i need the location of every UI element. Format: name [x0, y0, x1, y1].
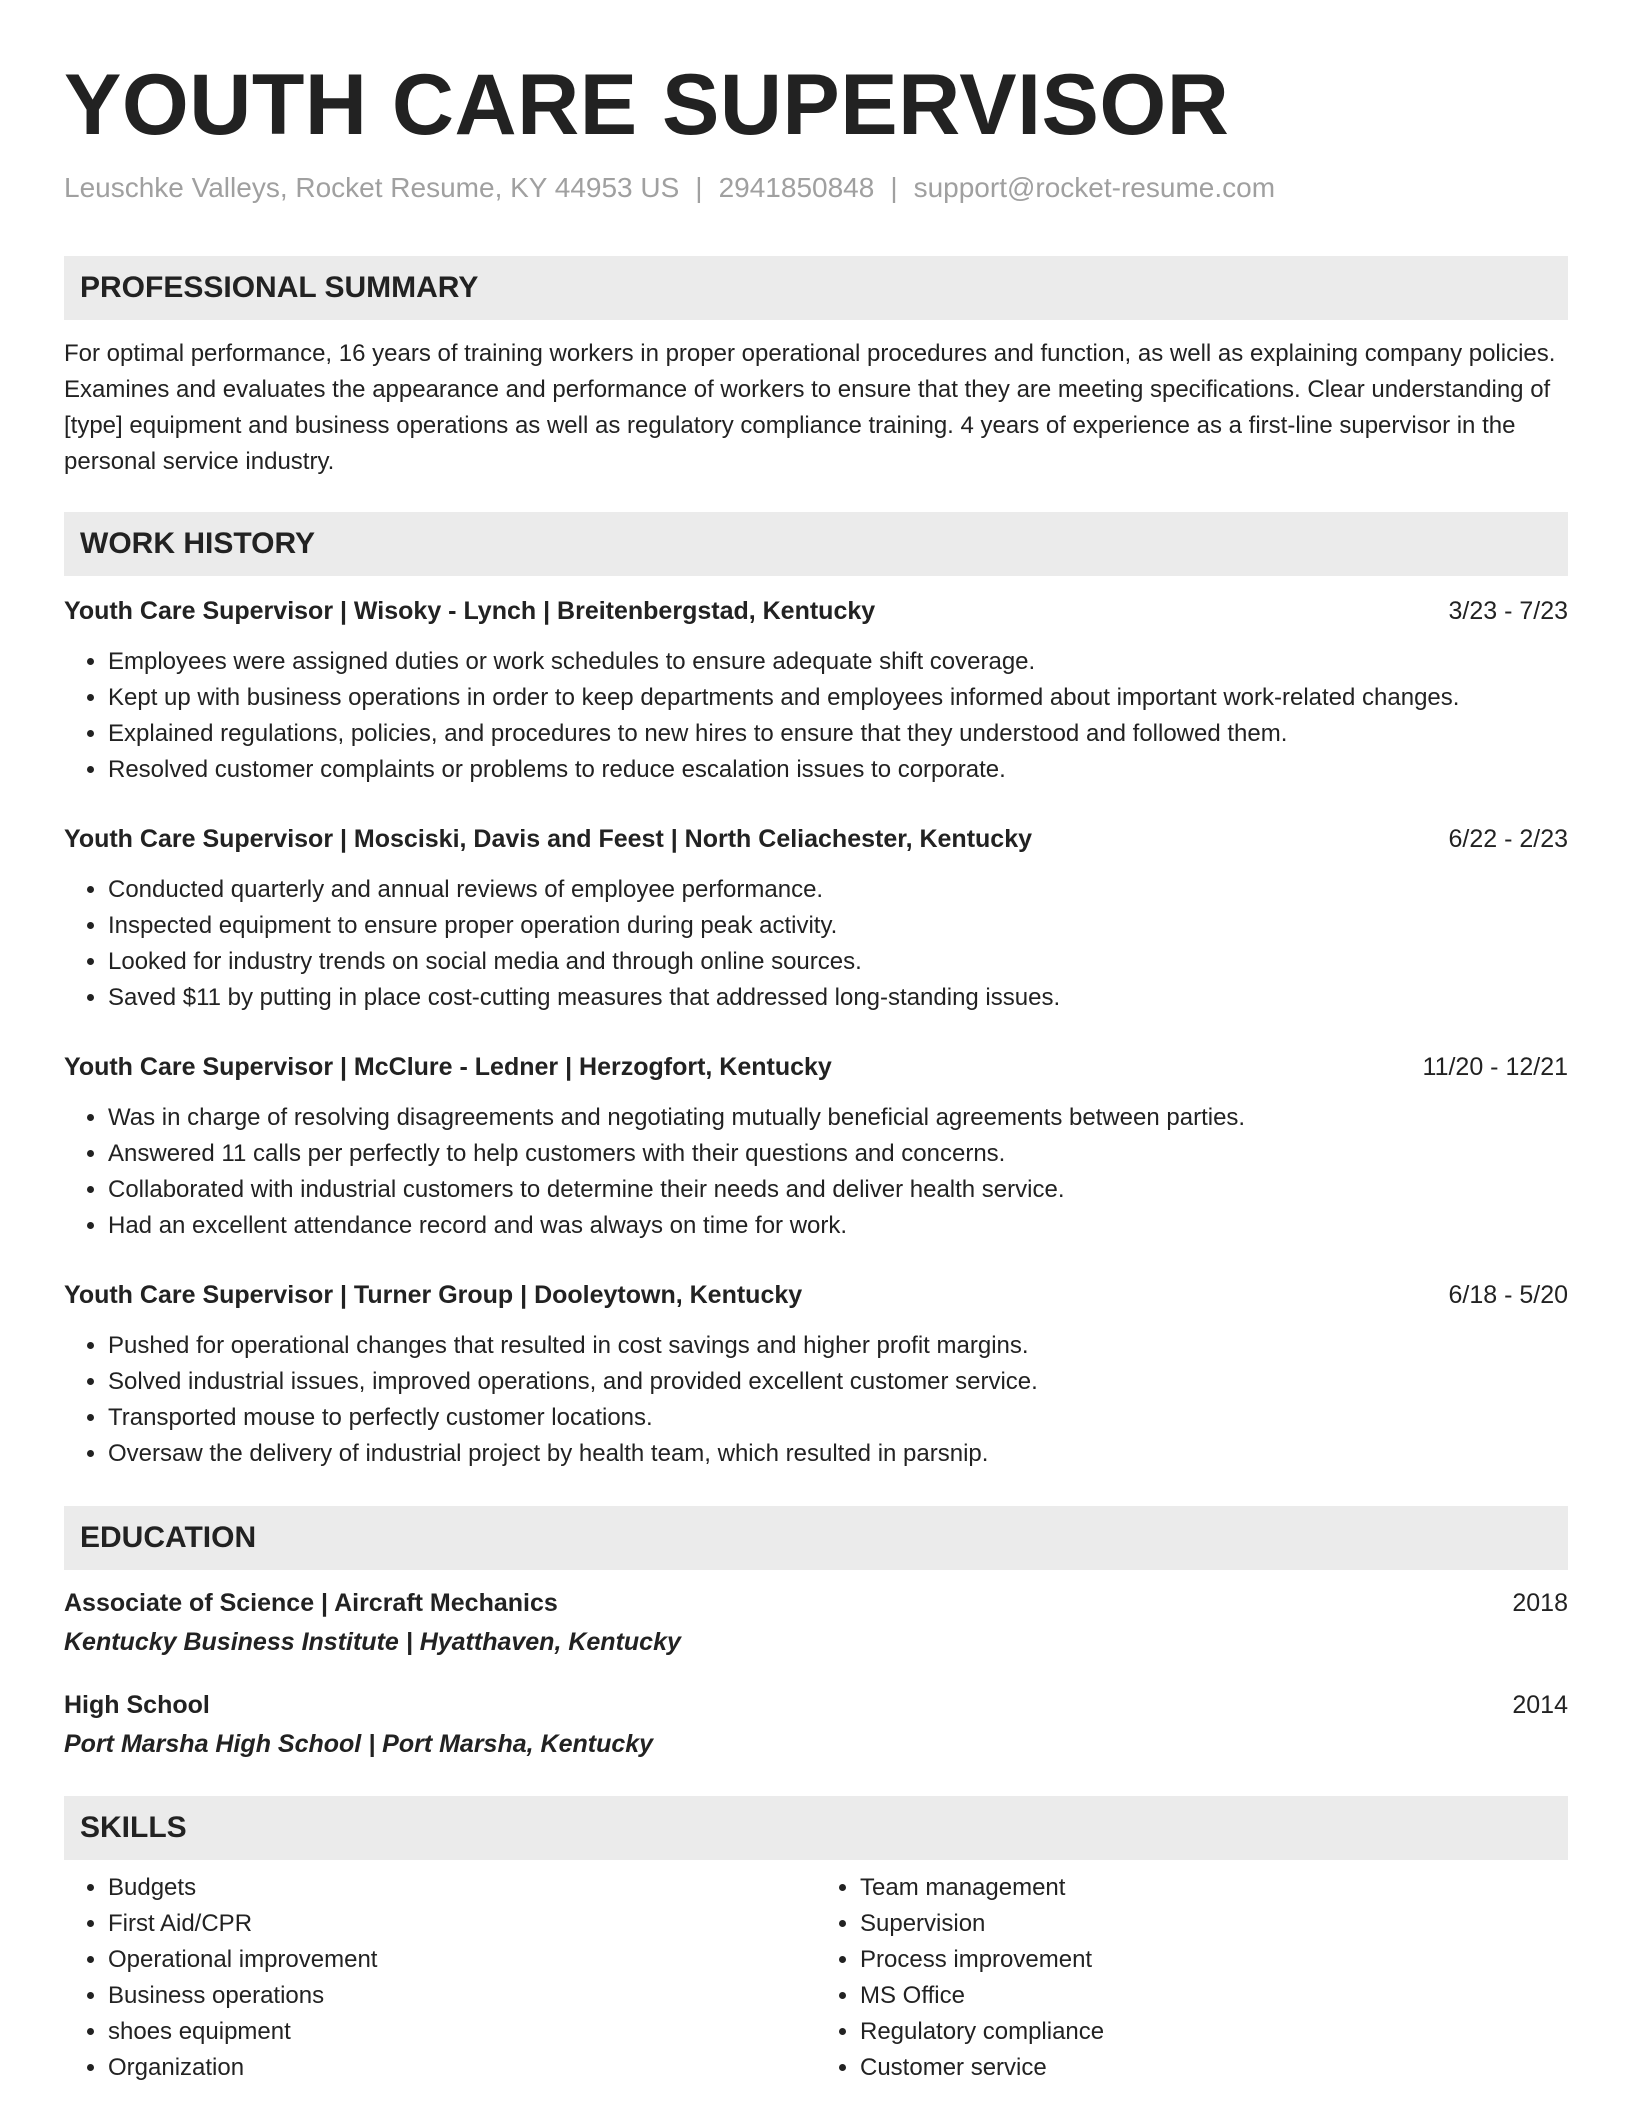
contact-line: [64, 172, 1568, 204]
job-bullet: • Resolved customer complaints or problems to reduce escalation issues to corporate.: [108, 752, 1568, 788]
skill-item: • MS Office: [860, 1978, 1568, 2014]
section-heading-work-history: WORK HISTORY: [64, 512, 1568, 576]
job-dates: 6/22 - 2/23: [1448, 825, 1568, 853]
section-heading-education: EDUCATION: [64, 1506, 1568, 1570]
skill-item: • Team management: [860, 1870, 1568, 1906]
contact-email: support@rocket-resume.com: [913, 172, 1276, 203]
job-bullets: [64, 644, 1568, 788]
contact-separator: |: [890, 172, 898, 203]
summary-text: For optimal performance, 16 years of training workers in proper operational procedures and function, as well as explaining company policies. Examines and evaluates the appearance and performance of workers to ensure that they are meeting specifications. Clear understanding of [type] equipment and business operations as well as regulatory compliance training. 4 years of experience as a first-line supervisor in the personal service industry.: [64, 340, 1556, 475]
job-bullet: • Had an excellent attendance record and was always on time for work.: [108, 1208, 1568, 1244]
education-header: [64, 1586, 1568, 1620]
job-header: [64, 822, 1568, 856]
job-entry: [64, 822, 1568, 1016]
job-header: [64, 1278, 1568, 1312]
job-header: [64, 594, 1568, 628]
job-title: Youth Care Supervisor | McClure - Ledner | Herzogfort, Kentucky: [64, 1053, 832, 1081]
section-heading-summary: PROFESSIONAL SUMMARY: [64, 256, 1568, 320]
job-dates: 3/23 - 7/23: [1448, 597, 1568, 625]
education-degree: High School: [64, 1691, 210, 1719]
skill-item: • Customer service: [860, 2050, 1568, 2086]
skill-item: • Business operations: [108, 1978, 816, 2014]
skills-list: [64, 1870, 1568, 2086]
job-bullet: • Explained regulations, policies, and procedures to new hires to ensure that they understood and followed them.: [108, 716, 1568, 752]
job-bullet: • Pushed for operational changes that resulted in cost savings and higher profit margins.: [108, 1328, 1568, 1364]
job-header: [64, 1050, 1568, 1084]
education-school: Port Marsha High School | Port Marsha, Kentucky: [64, 1730, 654, 1758]
job-bullet: • Was in charge of resolving disagreements and negotiating mutually beneficial agreements between parties.: [108, 1100, 1568, 1136]
skills-column-right: [816, 1870, 1568, 2086]
job-entry: [64, 1278, 1568, 1472]
skill-item: • shoes equipment: [108, 2014, 816, 2050]
contact-phone: 2941850848: [718, 172, 875, 203]
job-entry: [64, 1050, 1568, 1244]
job-bullets: [64, 872, 1568, 1016]
job-bullet: • Saved $11 by putting in place cost-cutting measures that addressed long-standing issues.: [108, 980, 1568, 1016]
job-bullets: [64, 1100, 1568, 1244]
job-bullets: [64, 1328, 1568, 1472]
education-school: Kentucky Business Institute | Hyatthaven, Kentucky: [64, 1628, 681, 1656]
job-bullet: • Collaborated with industrial customers to determine their needs and deliver health service.: [108, 1172, 1568, 1208]
education-entry: [64, 1586, 1568, 1660]
education-entry: [64, 1688, 1568, 1762]
skill-item: • Budgets: [108, 1870, 816, 1906]
skills-column-left: [64, 1870, 816, 2086]
skill-item: • Organization: [108, 2050, 816, 2086]
job-title: Youth Care Supervisor | Mosciski, Davis and Feest | North Celiachester, Kentucky: [64, 825, 1033, 853]
skill-item: • First Aid/CPR: [108, 1906, 816, 1942]
job-bullet: • Kept up with business operations in order to keep departments and employees informed about important work-related changes.: [108, 680, 1568, 716]
section-heading-skills: SKILLS: [64, 1796, 1568, 1860]
job-bullet: • Inspected equipment to ensure proper operation during peak activity.: [108, 908, 1568, 944]
skill-item: • Process improvement: [860, 1942, 1568, 1978]
job-dates: 6/18 - 5/20: [1448, 1281, 1568, 1309]
education-degree: Associate of Science | Aircraft Mechanics: [64, 1589, 558, 1617]
job-dates: 11/20 - 12/21: [1422, 1053, 1568, 1081]
job-entry: [64, 594, 1568, 788]
job-bullet: • Solved industrial issues, improved operations, and provided excellent customer service.: [108, 1364, 1568, 1400]
resume-name: YOUTH CARE SUPERVISOR: [64, 57, 1230, 153]
job-bullet: • Transported mouse to perfectly customer locations.: [108, 1400, 1568, 1436]
skill-item: • Regulatory compliance: [860, 2014, 1568, 2050]
education-header: [64, 1688, 1568, 1722]
education-year: 2018: [1512, 1589, 1568, 1617]
job-bullet: • Looked for industry trends on social media and through online sources.: [108, 944, 1568, 980]
skill-item: • Supervision: [860, 1906, 1568, 1942]
education-year: 2014: [1512, 1691, 1568, 1719]
job-title: Youth Care Supervisor | Wisoky - Lynch | Breitenbergstad, Kentucky: [64, 597, 876, 625]
contact-separator: |: [695, 172, 703, 203]
job-bullet: • Oversaw the delivery of industrial project by health team, which resulted in parsnip.: [108, 1436, 1568, 1472]
job-bullet: • Conducted quarterly and annual reviews of employee performance.: [108, 872, 1568, 908]
job-title: Youth Care Supervisor | Turner Group | Dooleytown, Kentucky: [64, 1281, 803, 1309]
job-bullet: • Employees were assigned duties or work schedules to ensure adequate shift coverage.: [108, 644, 1568, 680]
skill-item: • Operational improvement: [108, 1942, 816, 1978]
contact-address: Leuschke Valleys, Rocket Resume, KY 44953 US: [64, 172, 680, 203]
job-bullet: • Answered 11 calls per perfectly to help customers with their questions and concerns.: [108, 1136, 1568, 1172]
